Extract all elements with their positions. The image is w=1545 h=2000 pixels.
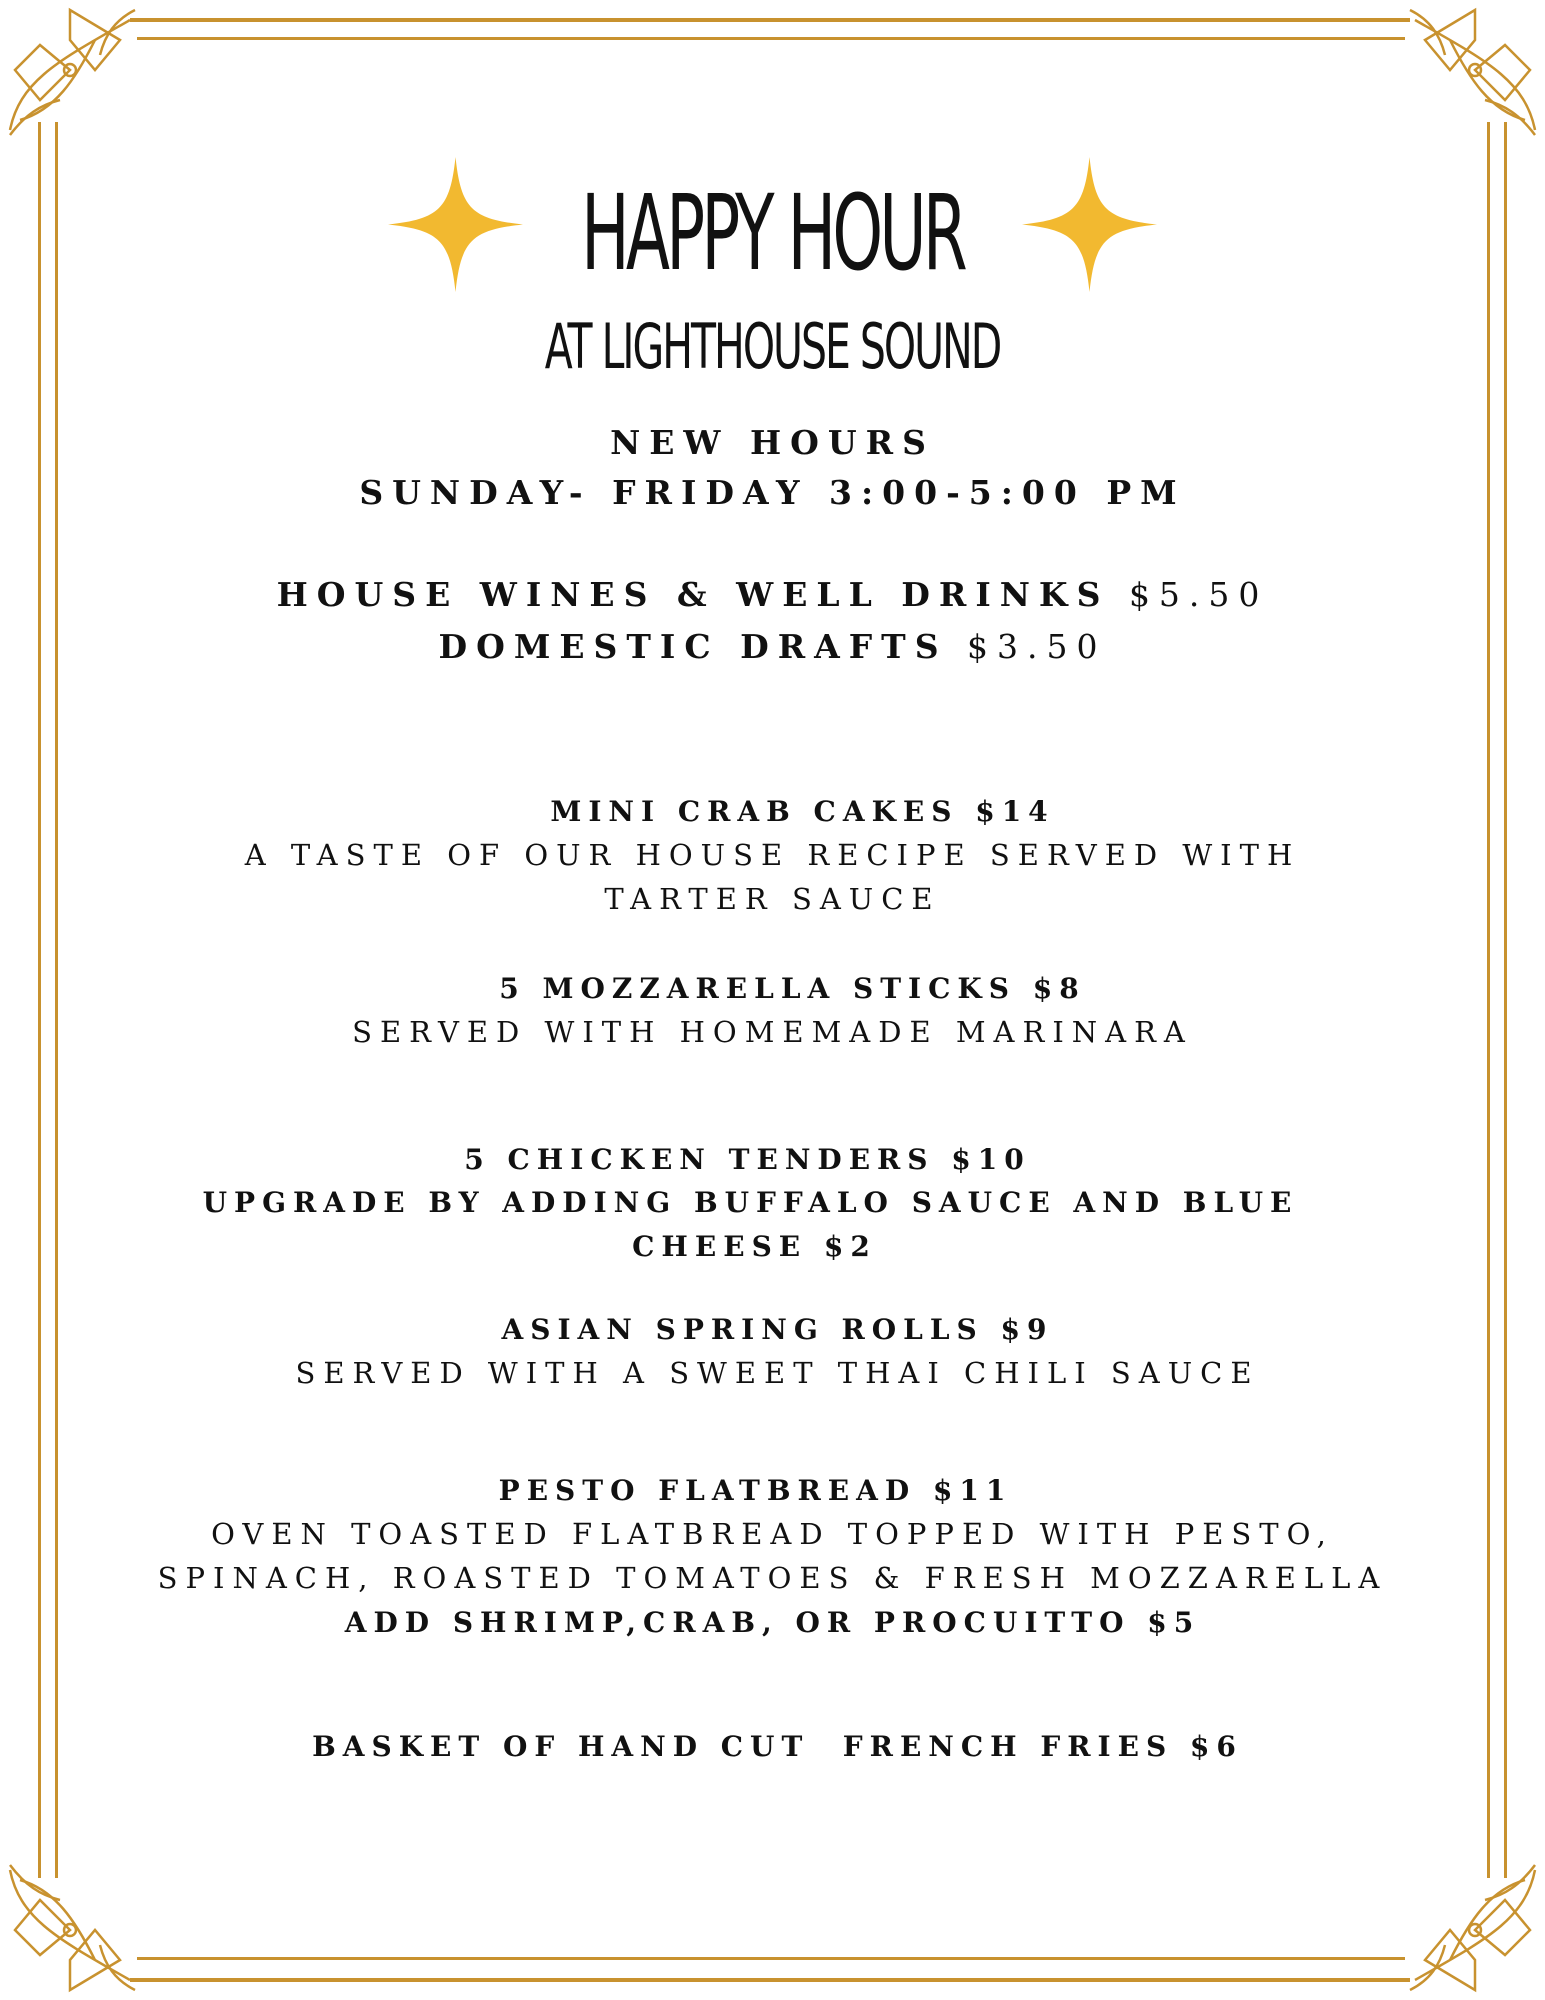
frame-bottom-inner: [137, 1957, 1405, 1960]
drink-name: HOUSE WINES & WELL DRINKS: [276, 575, 1110, 614]
menu-item-description: SPINACH, ROASTED TOMATOES & FRESH MOZZARELLA: [157, 1561, 1388, 1595]
menu-item-upgrade: CHEESE $2: [632, 1230, 877, 1263]
menu-item-title: BASKET OF HAND CUT FRENCH FRIES $6: [312, 1730, 1243, 1763]
menu-item-upgrade: UPGRADE BY ADDING BUFFALO SAUCE AND BLUE: [202, 1186, 1299, 1219]
corner-ornament-bottom-right: [1405, 1860, 1545, 2000]
menu-item-title: 5 MOZZARELLA STICKS $8: [499, 972, 1086, 1005]
corner-ornament-top-left: [0, 0, 140, 140]
menu-item-title: ASIAN SPRING ROLLS $9: [501, 1313, 1054, 1346]
drink-price: $3.50: [967, 627, 1107, 666]
menu-item-description: SERVED WITH A SWEET THAI CHILI SAUCE: [295, 1356, 1260, 1390]
page-subtitle: AT LIGHTHOUSE SOUND: [544, 310, 1001, 383]
frame-top-inner: [137, 37, 1405, 40]
menu-item-addon: ADD SHRIMP,CRAB, OR PROCUITTO $5: [344, 1606, 1201, 1639]
hours-schedule: SUNDAY- FRIDAY 3:00-5:00 PM: [359, 473, 1186, 512]
menu-item-description: SERVED WITH HOMEMADE MARINARA: [352, 1015, 1193, 1049]
hours-label: NEW HOURS: [610, 423, 935, 462]
frame-bottom-outer: [130, 1978, 1410, 1982]
menu-item-description: A TASTE OF OUR HOUSE RECIPE SERVED WITH: [244, 838, 1301, 872]
drink-item: [0, 575, 1545, 614]
page-title: HAPPY HOUR: [581, 172, 964, 294]
frame-top-outer: [130, 18, 1410, 22]
menu-item-title: MINI CRAB CAKES $14: [550, 795, 1055, 828]
corner-ornament-bottom-left: [0, 1860, 140, 2000]
menu-item-description: OVEN TOASTED FLATBREAD TOPPED WITH PESTO,: [211, 1517, 1334, 1551]
corner-ornament-top-right: [1405, 0, 1545, 140]
drink-name: DOMESTIC DRAFTS: [438, 627, 948, 666]
drink-price: $5.50: [1128, 575, 1269, 614]
menu-item-title: 5 CHICKEN TENDERS $10: [464, 1143, 1031, 1176]
drink-item: [0, 627, 1545, 666]
menu-item-title: PESTO FLATBREAD $11: [498, 1474, 1013, 1507]
menu-item-description: TARTER SAUCE: [604, 882, 941, 916]
